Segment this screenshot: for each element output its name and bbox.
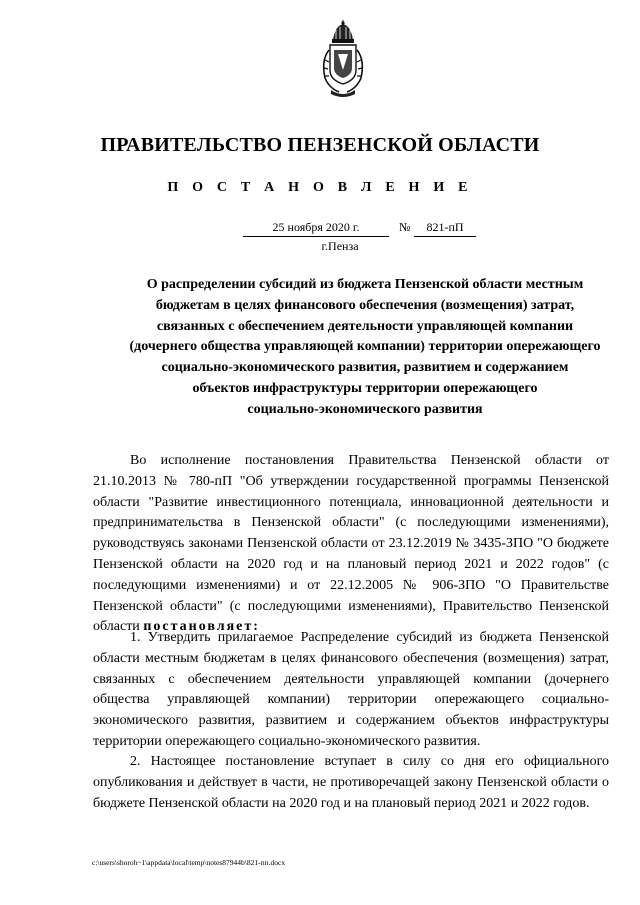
document-date: 25 ноября 2020 г. — [243, 220, 389, 237]
item-1-paragraph — [93, 628, 609, 753]
preamble-paragraph — [93, 451, 609, 638]
document-city: г.Пенза — [321, 239, 359, 253]
subject-line: социально-экономического развития, развитием и содержанием — [161, 360, 569, 376]
subject-line: связанных с обеспечением деятельности управляющей компании — [156, 318, 574, 334]
file-path-footer: c:\users\shoroh~1\appdata\local\temp\notes87944b\821-пп.docx — [92, 858, 286, 867]
resolves-word: постановляет: — [143, 619, 260, 635]
subject-line: бюджетам в целях финансового обеспечения (возмещения) затрат, — [155, 297, 575, 313]
subject-line: (дочернего общества управляющей компании) территории опережающего — [129, 339, 601, 355]
government-title: ПРАВИТЕЛЬСТВО ПЕНЗЕНСКОЙ ОБЛАСТИ — [100, 134, 540, 156]
item-2-paragraph — [93, 752, 609, 814]
item-1-text: 1. Утвердить прилагаемое Распределение субсидий из бюджета Пензенской области местным бюджетам в целях финансового обеспечения (возмещения) затрат, связанных с обеспечением деятельности управляющей компании (дочернего общества управляющей компании) территории опережающего социально-экономического развития, развитием и содержанием объектов инфраструктуры территории опережающего социально-экономического развития. — [93, 630, 609, 749]
subject-line: социально-экономического развития — [247, 401, 483, 417]
subject-line: О распределении субсидий из бюджета Пензенской области местным — [146, 277, 584, 292]
document-number: 821-пП — [414, 220, 476, 237]
preamble-text: Во исполнение постановления Правительства Пензенской области от 21.10.2013 № 780-пП "Об утверждении государственной программы Пензенской области "Развитие инвестиционного потенциала, инновационной деятельности и предпринимательства в Пензенской области" (с последующими изменениями), руководствуясь законами Пензенской области от 23.12.2019 № 3435-ЗПО "О бюджете Пензенской области на 2020 год и на плановый период 2021 и 2022 годов" (с последующими изменениями) и от 22.12.2005 № 906-ЗПО "О Правительстве Пензенской области" (с последующими изменениями), Правительство Пензенской области — [93, 453, 609, 635]
number-sign: № — [399, 220, 411, 234]
document-type: П О С Т А Н О В Л Е Н И Е — [167, 180, 473, 195]
penza-coat-of-arms-icon — [317, 20, 369, 100]
item-2-text: 2. Настоящее постановление вступает в силу со дня его официального опубликования и действует в части, не противоречащей закону Пензенской области о бюджете Пензенской области на 2020 год и на плановый период 2021 и 2022 годов. — [93, 754, 609, 811]
document-subject — [92, 275, 638, 421]
subject-line: объектов инфраструктуры территории опережающего — [192, 380, 538, 396]
